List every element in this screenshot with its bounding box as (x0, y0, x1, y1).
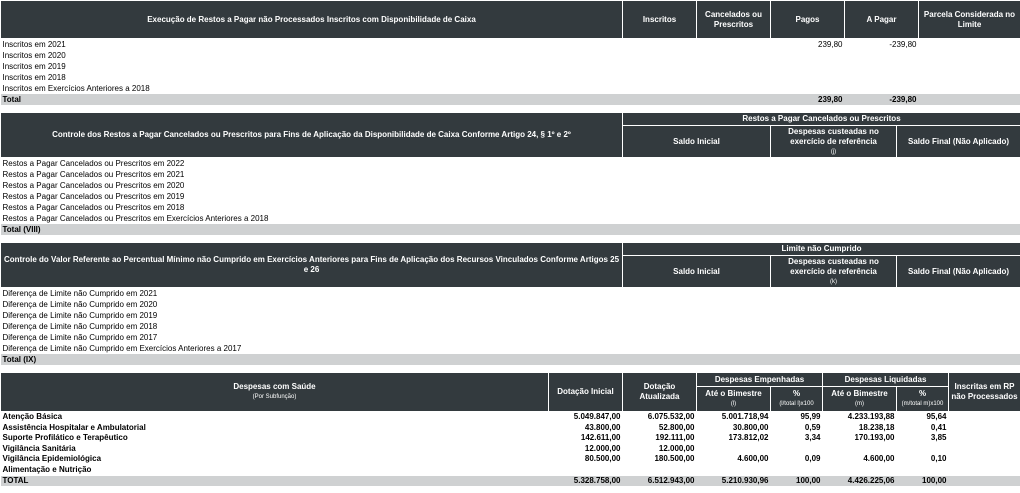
cell-parcela (919, 72, 1020, 83)
cell-rp (949, 454, 1020, 465)
table-row (1, 180, 1020, 191)
cell-atu: 6.512.943,00 (623, 476, 697, 487)
col-despesas: Despesas custeadas no exercício de referência (k) (771, 256, 897, 288)
cell-saldo-inicial (623, 169, 771, 180)
col-dot-inicial: Dotação Inicial (549, 373, 623, 412)
col-inscritas-rp: Inscritas em RP não Processados (949, 373, 1020, 412)
cell-cancelados (697, 50, 771, 61)
cell-despesas (771, 321, 897, 332)
cell-apagar: -239,80 (845, 94, 919, 105)
row-label: Inscritos em 2021 (2, 40, 66, 49)
cell-inscritos (623, 72, 697, 83)
cell-ini: 142.611,00 (580, 433, 621, 443)
row-label: Restos a Pagar Cancelados ou Prescritos em 2018 (2, 203, 185, 212)
col-cancelados: Cancelados ou Prescritos (697, 1, 771, 39)
cell-emp (697, 444, 771, 455)
cell-cancelados (697, 39, 771, 51)
table-row (1, 454, 1020, 465)
cell-pagos: 239,80 (818, 40, 843, 49)
cell-apagar (845, 50, 919, 61)
row-label: Total (IX) (1, 354, 623, 365)
cell-parcela (919, 39, 1020, 51)
row-label: Total (VIII) (1, 224, 623, 235)
table-row (1, 332, 1020, 343)
cell-emp_pct: 100,00 (771, 476, 823, 487)
cell-pagos (771, 50, 845, 61)
cell-saldo-final (897, 299, 1020, 310)
cell-emp_pct: 0,59 (804, 422, 821, 432)
cell-parcela (919, 50, 1020, 61)
rp-caixa-title: Execução de Restos a Pagar não Processados Inscritos com Disponibilidade de Caixa (1, 1, 623, 39)
cell-atu: 6.075.532,00 (647, 412, 695, 421)
cell-atu (623, 465, 697, 476)
row-label: Diferença de Limite não Cumprido em Exercícios Anteriores a 2017 (2, 344, 242, 353)
cell-inscritos (623, 50, 697, 61)
cell-saldo-final (897, 288, 1020, 300)
row-label: Restos a Pagar Cancelados ou Prescritos em 2021 (2, 170, 185, 179)
cell-atu: 52.800,00 (658, 422, 695, 432)
cell-saldo-inicial (623, 354, 771, 365)
cell-emp_pct: 95,99 (800, 412, 821, 421)
cell-saldo-inicial (623, 191, 771, 202)
cell-liq: 4.426.225,06 (823, 476, 897, 487)
cell-saldo-final (897, 180, 1020, 191)
despesas-saude-table (0, 372, 1020, 486)
cell-emp: 30.800,00 (732, 422, 769, 432)
cell-liq (823, 444, 897, 455)
cell-liq_pct (897, 444, 949, 455)
cell-saldo-final (897, 332, 1020, 343)
table-row (1, 465, 1020, 476)
cell-ini (549, 465, 623, 476)
cell-inscritos (623, 61, 697, 72)
cell-liq: 4.600,00 (863, 454, 895, 464)
cell-inscritos (623, 94, 697, 105)
row-label: Atenção Básica (2, 412, 63, 421)
row-label: Assistência Hospitalar e Ambulatorial (2, 422, 146, 432)
cell-rp (949, 412, 1020, 423)
cell-liq_pct: 0,10 (930, 454, 947, 464)
rp-caixa-table (0, 0, 1020, 105)
table-row (1, 169, 1020, 180)
cell-liq: 18.238,18 (858, 422, 895, 432)
cell-saldo-inicial (623, 288, 771, 300)
row-label: Inscritos em 2019 (2, 62, 66, 71)
col-dot-atualizada: Dotação Atualizada (623, 373, 697, 412)
cell-emp: 173.812,02 (728, 433, 769, 443)
col-liq-pct: % (m/total m)x100 (897, 387, 949, 412)
cell-apagar: -239,80 (889, 40, 917, 49)
table-row (1, 321, 1020, 332)
table-row (1, 288, 1020, 300)
row-label: Inscritos em 2018 (2, 73, 66, 82)
cell-parcela (919, 83, 1020, 94)
row-label: Total (1, 94, 623, 105)
col-saldo-final: Saldo Final (Não Aplicado) (897, 256, 1020, 288)
col-parcela: Parcela Considerada no Limite (919, 1, 1020, 39)
table-row (1, 50, 1020, 61)
table-row (1, 83, 1020, 94)
cell-saldo-inicial (623, 321, 771, 332)
cell-saldo-final (897, 343, 1020, 354)
col-inscritos: Inscritos (623, 1, 697, 39)
table-row (1, 412, 1020, 423)
col-emp-ate-bimestre: Até o Bimestre (l) (697, 387, 771, 412)
cell-despesas (771, 332, 897, 343)
total-row (1, 224, 1020, 235)
cell-pagos: 239,80 (771, 94, 845, 105)
cell-emp (697, 465, 771, 476)
cell-ini: 12.000,00 (584, 443, 621, 453)
col-emp-pct: % (l/total l)x100 (771, 387, 823, 412)
cell-saldo-final (897, 169, 1020, 180)
cell-atu: 192.111,00 (655, 433, 695, 443)
col-empenhadas: Despesas Empenhadas (697, 373, 823, 387)
cell-saldo-final (897, 158, 1020, 170)
cell-saldo-final (897, 310, 1020, 321)
row-label: Alimentação e Nutrição (2, 464, 92, 474)
cell-saldo-inicial (623, 332, 771, 343)
row-label: Diferença de Limite não Cumprido em 2020 (2, 300, 158, 309)
cell-apagar (845, 61, 919, 72)
cell-pagos (771, 83, 845, 94)
cell-parcela (919, 94, 1020, 105)
row-label: Diferença de Limite não Cumprido em 2018 (2, 322, 158, 331)
cell-saldo-final (897, 354, 1020, 365)
cell-saldo-inicial (623, 158, 771, 170)
cell-parcela (919, 61, 1020, 72)
row-label: Restos a Pagar Cancelados ou Prescritos em 2020 (2, 181, 185, 190)
cell-saldo-inicial (623, 343, 771, 354)
cell-apagar (845, 83, 919, 94)
table-row (1, 299, 1020, 310)
cell-liq: 4.233.193,88 (847, 412, 895, 421)
cell-rp (949, 444, 1020, 455)
cell-cancelados (697, 61, 771, 72)
cell-rp (949, 476, 1020, 487)
cell-saldo-inicial (623, 202, 771, 213)
cell-inscritos (623, 39, 697, 51)
cell-despesas (771, 202, 897, 213)
table-row (1, 444, 1020, 455)
col-saldo-inicial: Saldo Inicial (623, 256, 771, 288)
table-row (1, 343, 1020, 354)
cell-inscritos (623, 83, 697, 94)
cell-liq: 170.193,00 (854, 433, 895, 443)
cell-cancelados (697, 83, 771, 94)
controle-rp-table (0, 112, 1020, 235)
table-row (1, 72, 1020, 83)
total-row (1, 94, 1020, 105)
cell-liq_pct: 3,85 (930, 433, 947, 443)
cell-rp (949, 465, 1020, 476)
row-label: Suporte Profilático e Terapêutico (2, 433, 128, 443)
cell-despesas (771, 169, 897, 180)
cell-ini: 5.049.847,00 (573, 412, 621, 421)
col-despesas: Despesas custeadas no exercício de referência (j) (771, 126, 897, 158)
cell-despesas (771, 213, 897, 224)
cell-despesas (771, 299, 897, 310)
cell-cancelados (697, 72, 771, 83)
table-row (1, 310, 1020, 321)
controle-limite-title: Controle do Valor Referente ao Percentual Mínimo não Cumprido em Exercícios Anteriores para Fins de Aplicação dos Recursos Vinculados Conforme Artigos 25 e 26 (1, 243, 623, 288)
cell-saldo-final (897, 191, 1020, 202)
cell-saldo-inicial (623, 180, 771, 191)
cell-cancelados (697, 94, 771, 105)
cell-rp (949, 423, 1020, 434)
col-liquidadas: Despesas Liquidadas (823, 373, 949, 387)
total-row (1, 476, 1020, 487)
cell-emp_pct: 3,34 (804, 433, 821, 443)
cell-despesas (771, 310, 897, 321)
cell-saldo-inicial (623, 224, 771, 235)
col-saldo-final: Saldo Final (Não Aplicado) (897, 126, 1020, 158)
controle-limite-table (0, 242, 1020, 365)
cell-rp (949, 433, 1020, 444)
cell-emp_pct (771, 465, 823, 476)
col-liq-ate-bimestre: Até o Bimestre (m) (823, 387, 897, 412)
cell-despesas (771, 354, 897, 365)
cell-apagar (845, 72, 919, 83)
cell-despesas (771, 180, 897, 191)
cell-despesas (771, 191, 897, 202)
total-row (1, 354, 1020, 365)
cell-pagos (771, 72, 845, 83)
col-apagar: A Pagar (845, 1, 919, 39)
cell-liq_pct: 0,41 (930, 422, 947, 432)
cell-emp: 5.210.930,96 (697, 476, 771, 487)
cell-emp_pct: 0,09 (804, 454, 821, 464)
cell-saldo-final (897, 213, 1020, 224)
row-label: Restos a Pagar Cancelados ou Prescritos em 2022 (2, 159, 185, 168)
table-row (1, 423, 1020, 434)
table-row (1, 158, 1020, 170)
cell-emp: 5.001.718,94 (721, 412, 769, 421)
table-row (1, 61, 1020, 72)
row-label: Restos a Pagar Cancelados ou Prescritos em 2019 (2, 192, 185, 201)
cell-despesas (771, 343, 897, 354)
cell-ini: 80.500,00 (584, 454, 621, 464)
col-saldo-inicial: Saldo Inicial (623, 126, 771, 158)
col-pagos: Pagos (771, 1, 845, 39)
cell-liq_pct (897, 465, 949, 476)
table-row (1, 39, 1020, 51)
row-label: Inscritos em Exercícios Anteriores a 2018 (2, 84, 150, 93)
row-label: Restos a Pagar Cancelados ou Prescritos em Exercícios Anteriores a 2018 (2, 214, 269, 223)
cell-saldo-inicial (623, 310, 771, 321)
cell-emp_pct (771, 444, 823, 455)
cell-ini: 43.800,00 (584, 422, 621, 432)
row-label: Diferença de Limite não Cumprido em 2019 (2, 311, 158, 320)
cell-ini: 5.328.758,00 (549, 476, 623, 487)
cell-liq_pct: 100,00 (897, 476, 949, 487)
table-row (1, 433, 1020, 444)
row-label: Diferença de Limite não Cumprido em 2021 (2, 289, 158, 298)
cell-atu: 12.000,00 (658, 443, 695, 453)
cell-despesas (771, 288, 897, 300)
table-row (1, 202, 1020, 213)
row-label: Vigilância Sanitária (2, 443, 76, 453)
row-label: Inscritos em 2020 (2, 51, 66, 60)
cell-pagos (771, 61, 845, 72)
table-row (1, 191, 1020, 202)
controle-limite-group: Limite não Cumprido (623, 243, 1020, 256)
row-label: TOTAL (1, 476, 549, 487)
cell-despesas (771, 224, 897, 235)
cell-atu: 180.500,00 (654, 454, 695, 464)
cell-liq_pct: 95,64 (926, 412, 947, 421)
controle-rp-group: Restos a Pagar Cancelados ou Prescritos (623, 113, 1020, 126)
cell-saldo-final (897, 224, 1020, 235)
cell-saldo-inicial (623, 299, 771, 310)
despesas-title: Despesas com Saúde (Por Subfunção) (1, 373, 549, 412)
cell-saldo-final (897, 321, 1020, 332)
row-label: Vigilância Epidemiológica (2, 454, 102, 464)
row-label: Diferença de Limite não Cumprido em 2017 (2, 333, 158, 342)
cell-despesas (771, 158, 897, 170)
cell-emp: 4.600,00 (737, 454, 769, 464)
table-row (1, 213, 1020, 224)
controle-rp-title: Controle dos Restos a Pagar Cancelados ou Prescritos para Fins de Aplicação da Disponibilidade de Caixa Conforme Artigo 24, § 1º e 2º (1, 113, 623, 158)
cell-saldo-final (897, 202, 1020, 213)
cell-liq (823, 465, 897, 476)
cell-saldo-inicial (623, 213, 771, 224)
